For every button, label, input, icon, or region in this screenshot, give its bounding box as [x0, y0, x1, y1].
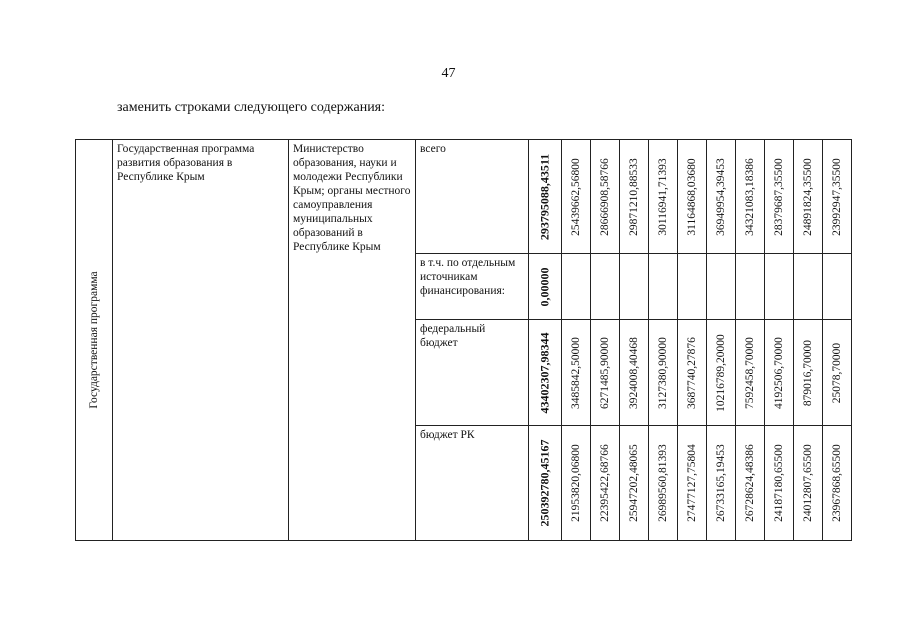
- year-value-cell: [620, 320, 649, 426]
- year-value-cell: [620, 140, 649, 254]
- year-value: 23967868,65500: [830, 444, 843, 522]
- year-value-cell: [649, 140, 678, 254]
- program-funding-table: [75, 139, 852, 541]
- year-value-cell: [794, 254, 823, 320]
- year-value-cell: [765, 320, 794, 426]
- year-value: 10216789,20000: [714, 333, 727, 412]
- source-cell: в т.ч. по отдельным источникам финансирования:: [416, 254, 529, 320]
- year-value-cell: [591, 254, 620, 320]
- year-value-cell: [794, 140, 823, 254]
- year-value: 28379687,35500: [772, 157, 785, 236]
- year-value: 26728624,48386: [743, 444, 756, 522]
- total-value: 293795088,43511: [537, 153, 552, 240]
- source-cell: бюджет РК: [416, 426, 529, 541]
- year-value: 3924008,40468: [627, 336, 640, 409]
- year-value: 25078,70000: [830, 342, 843, 403]
- total-value: 43402307,98344: [537, 332, 552, 413]
- year-value: 879016,70000: [801, 339, 814, 406]
- year-value-cell: [649, 426, 678, 541]
- year-value: 28666908,58766: [598, 157, 611, 236]
- year-value: 31164868,03680: [685, 157, 698, 236]
- source-cell: федеральный бюджет: [416, 320, 529, 426]
- year-value: 27477127,75804: [685, 444, 698, 522]
- year-value: 22395422,68766: [598, 444, 611, 522]
- row-type-cell: [76, 140, 113, 541]
- year-value: 24187180,65500: [772, 444, 785, 522]
- year-value-cell: [736, 320, 765, 426]
- year-value-cell: [620, 254, 649, 320]
- year-value: 29871210,88533: [627, 157, 640, 236]
- year-value-cell: [678, 426, 707, 541]
- total-value: 250392780,45167: [537, 439, 552, 527]
- program-name-cell: Государственная программа развития образования в Республике Крым: [113, 140, 289, 541]
- year-value-cell: [823, 140, 852, 254]
- total-cell: [529, 254, 562, 320]
- row-total: [76, 140, 852, 254]
- year-value-cell: [620, 426, 649, 541]
- year-value: 34321083,18386: [743, 157, 756, 236]
- year-value: 3127380,90000: [656, 336, 669, 409]
- row-type-label: Государственная программа: [87, 271, 100, 409]
- year-value-cell: [562, 426, 591, 541]
- year-value-cell: [591, 140, 620, 254]
- year-value-cell: [736, 140, 765, 254]
- year-value-cell: [736, 254, 765, 320]
- year-value-cell: [823, 426, 852, 541]
- intro-text: заменить строками следующего содержания:: [117, 100, 386, 115]
- year-value: 3485842,50000: [569, 336, 582, 409]
- total-cell: [529, 320, 562, 426]
- year-value-cell: [707, 140, 736, 254]
- year-value: 26989560,81393: [656, 444, 669, 522]
- year-value-cell: [678, 140, 707, 254]
- year-value-cell: [794, 320, 823, 426]
- year-value-cell: [736, 426, 765, 541]
- year-value: 3687740,27876: [685, 336, 698, 409]
- year-value: 7592458,70000: [743, 336, 756, 409]
- year-value-cell: [823, 320, 852, 426]
- year-value-cell: [562, 254, 591, 320]
- year-value-cell: [678, 320, 707, 426]
- year-value: 21953820,06800: [569, 444, 582, 522]
- year-value-cell: [794, 426, 823, 541]
- year-value: 24012807,65500: [801, 444, 814, 522]
- year-value-cell: [678, 254, 707, 320]
- year-value-cell: [765, 140, 794, 254]
- year-value: 30116941,71393: [656, 157, 669, 236]
- total-cell: [529, 140, 562, 254]
- total-cell: [529, 426, 562, 541]
- year-value: 36949954,39453: [714, 157, 727, 236]
- year-value: 25947202,48065: [627, 444, 640, 522]
- page-number: 47: [441, 66, 456, 81]
- year-value: 25439662,56800: [569, 157, 582, 236]
- executor-cell: Министерство образования, науки и молодежи Республики Крым; органы местного самоуправления муниципальных образований в Республике Крым: [289, 140, 416, 541]
- year-value-cell: [765, 254, 794, 320]
- year-value-cell: [591, 426, 620, 541]
- year-value: 23992947,35500: [830, 157, 843, 236]
- year-value-cell: [649, 320, 678, 426]
- total-value: 0,00000: [537, 267, 552, 306]
- year-value-cell: [707, 426, 736, 541]
- year-value: 24891824,35500: [801, 157, 814, 236]
- source-cell: всего: [416, 140, 529, 254]
- year-value-cell: [823, 254, 852, 320]
- year-value-cell: [707, 320, 736, 426]
- year-value-cell: [707, 254, 736, 320]
- year-value-cell: [591, 320, 620, 426]
- year-value-cell: [765, 426, 794, 541]
- year-value-cell: [562, 140, 591, 254]
- year-value-cell: [649, 254, 678, 320]
- year-value: 4192506,70000: [772, 336, 785, 409]
- year-value: 6271485,90000: [598, 336, 611, 409]
- year-value: 26733165,19453: [714, 444, 727, 522]
- year-value-cell: [562, 320, 591, 426]
